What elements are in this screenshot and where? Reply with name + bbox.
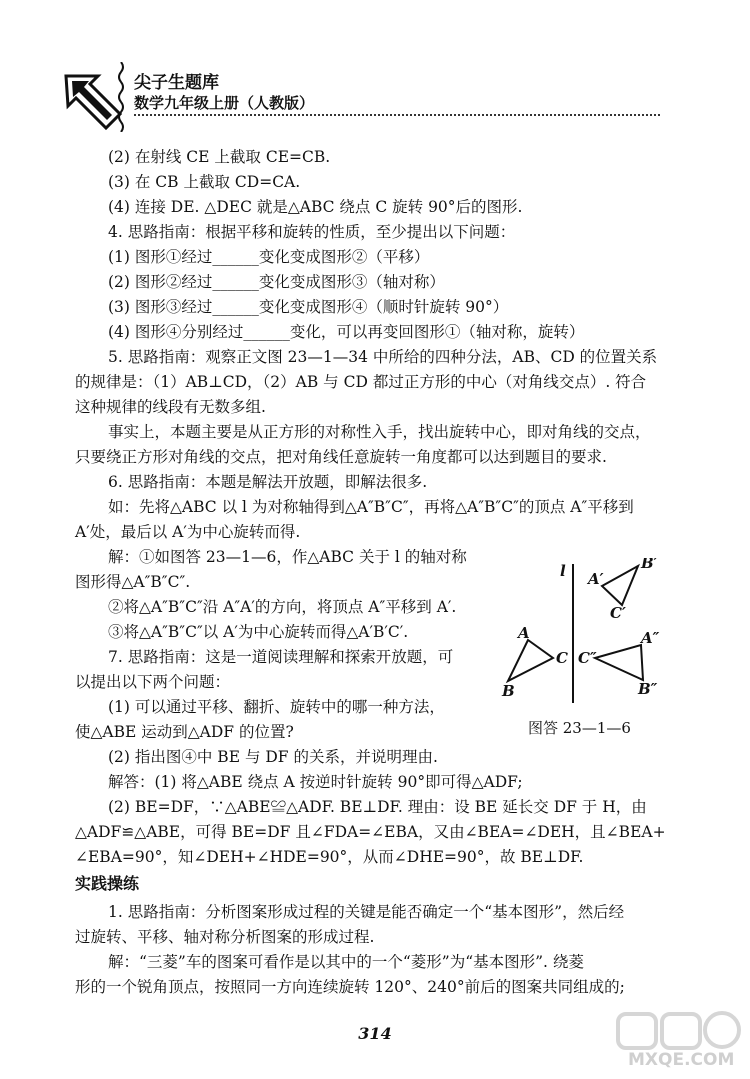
text-line: 解：“三菱”车的图案可看作是以其中的一个“菱形”为“基本图形”. 绕菱 <box>108 953 584 971</box>
header-divider <box>116 62 126 132</box>
figure-23-1-6 <box>498 558 668 738</box>
header-dotted-rule <box>134 114 660 116</box>
text-line: (4) 图形④分别经过______变化，可以再变回图形①（轴对称，旋转） <box>108 323 585 341</box>
text-line: (3) 图形③经过______变化变成图形④（顺时针旋转 90°） <box>108 298 509 316</box>
text-line: 这种规律的线段有无数多组. <box>75 398 266 416</box>
label-b-prime: B′ <box>641 558 658 572</box>
text-line: 如：先将△ABC 以 l 为对称轴得到△A″B″C″，再将△A″B″C″的顶点 A″平移到 <box>108 498 634 516</box>
text-line: 只要绕正方形对角线的交点，把对角线任意旋转一角度都可以达到题目的要求. <box>75 448 607 466</box>
text-line: (3) 在 CB 上截取 CD=CA. <box>108 173 301 191</box>
text-line: 图形得△A″B″C″. <box>75 573 191 591</box>
text-line: 事实上，本题主要是从正方形的对称性入手，找出旋转中心，即对角线的交点， <box>108 423 651 441</box>
text-line: △ADF≌△ABE，可得 BE=DF 且∠FDA=∠EBA，又由∠BEA=∠DEH，且∠BEA+ <box>75 823 666 841</box>
figure-caption: 图答 23—1—6 <box>528 719 631 737</box>
label-a: A <box>518 624 530 642</box>
text-line: (2) 指出图④中 BE 与 DF 的关系，并说明理由. <box>108 748 438 766</box>
text-line: (1) 图形①经过______变化变成图形②（平移） <box>108 248 430 266</box>
text-line: 7. 思路指南：这是一道阅读理解和探索开放题，可 <box>108 648 454 666</box>
text-line: 形的一个锐角顶点，按照同一方向连续旋转 120°、240°前后的图案共同组成的; <box>75 978 625 996</box>
triangle-a-prime <box>602 566 638 605</box>
series-title: 尖子生题库 <box>134 73 219 93</box>
text-line: A′处，最后以 A′为中心旋转而得. <box>75 523 301 541</box>
triangle-abc <box>508 640 553 681</box>
text-line: 解：①如图答 23—1—6，作△ABC 关于 l 的轴对称 <box>108 548 467 566</box>
text-line: (2) 图形②经过______变化变成图形③（轴对称） <box>108 273 445 291</box>
text-line: (2) BE=DF，∵△ABE≌△ADF. BE⊥DF. 理由：设 BE 延长交 DF 于 H，由 <box>108 798 647 816</box>
label-a-prime: A′ <box>588 570 604 588</box>
text-line: 解答：(1) 将△ABE 绕点 A 按逆时针旋转 90°即可得△ADF; <box>108 773 523 791</box>
label-l: l <box>560 562 566 580</box>
label-c-double-prime: C″ <box>578 649 597 667</box>
text-line: ∠EBA=90°，知∠DEH+∠HDE=90°，从而∠DHE=90°，故 BE⊥DF. <box>75 848 584 866</box>
arrow-icon <box>62 70 124 132</box>
text-line: (4) 连接 DE. △DEC 就是△ABC 绕点 C 旋转 90°后的图形. <box>108 198 523 216</box>
section-heading: 实践操练 <box>75 874 140 893</box>
page-number: 314 <box>358 1024 392 1043</box>
text-line: 使△ABE 运动到△ADF 的位置? <box>75 723 294 741</box>
text-line: ②将△A″B″C″沿 A″A′的方向，将顶点 A″平移到 A′. <box>108 598 457 616</box>
text-line: 过旋转、平移、轴对称分析图案的形成过程. <box>75 928 375 946</box>
label-b-double-prime: B″ <box>638 680 658 698</box>
text-line: 以提出以下两个问题： <box>75 673 231 691</box>
text-line: (1) 可以通过平移、翻折、旋转中的哪一种方法， <box>108 698 445 716</box>
triangle-a-double-prime <box>595 645 643 680</box>
text-line: 的规律是：（1）AB⊥CD，（2）AB 与 CD 都过正方形的中心（对角线交点）. 符合 <box>75 373 647 391</box>
text-line: 6. 思路指南：本题是解法开放题，即解法很多. <box>108 473 428 491</box>
label-b: B <box>502 682 515 700</box>
text-line: 4. 思路指南：根据平移和旋转的性质，至少提出以下问题： <box>108 223 516 241</box>
label-a-double-prime: A″ <box>641 629 660 647</box>
text-line: 5. 思路指南：观察正文图 23—1—34 中所给的四种分法，AB、CD 的位置关系 <box>108 348 658 366</box>
page-header <box>62 62 662 132</box>
text-line: ③将△A″B″C″以 A′为中心旋转而得△A′B′C′. <box>108 623 409 641</box>
book-subtitle: 数学九年级上册（人教版） <box>134 94 315 112</box>
label-c: C <box>556 649 568 667</box>
label-c-prime: C′ <box>610 604 626 622</box>
text-line: (2) 在射线 CE 上截取 CE=CB. <box>108 148 331 166</box>
text-line: 1. 思路指南：分析图案形成过程的关键是能否确定一个“基本图形”，然后经 <box>108 903 625 921</box>
watermark-text: MXQE.COM <box>628 1050 735 1070</box>
